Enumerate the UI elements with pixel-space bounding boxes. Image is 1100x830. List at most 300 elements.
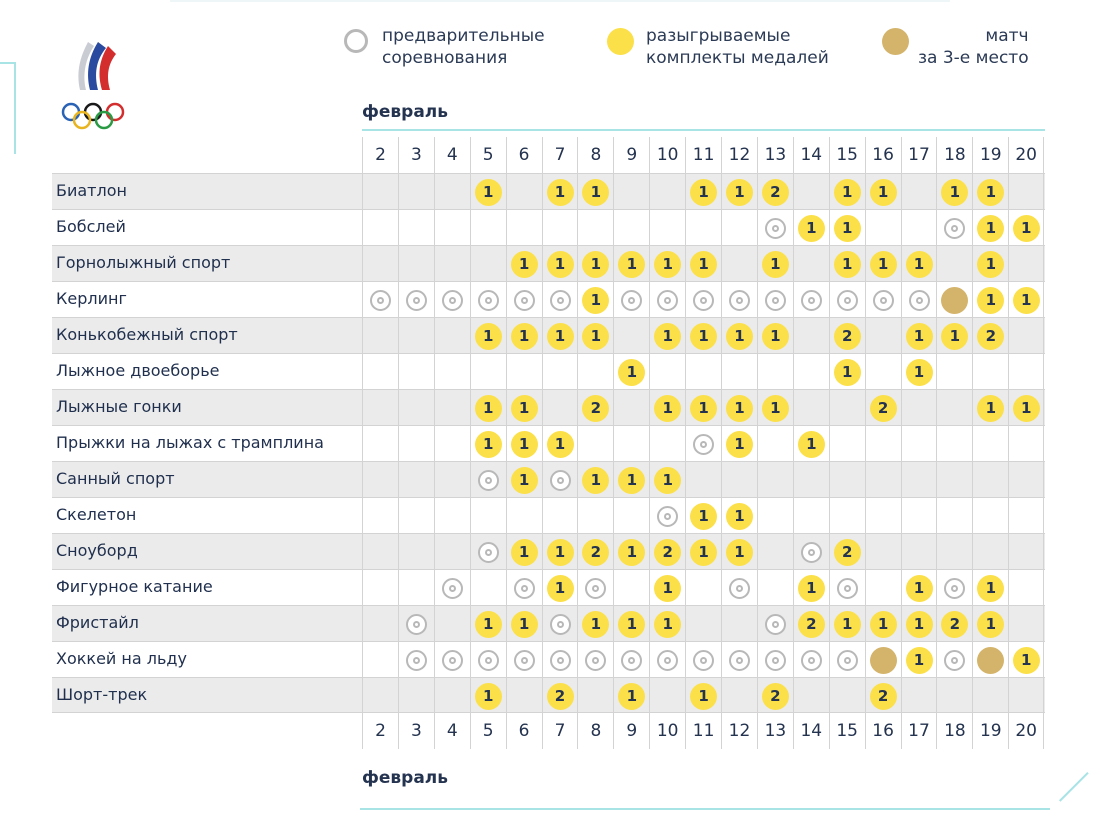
day-number: 11 <box>692 145 715 165</box>
medal-count-badge: 1 <box>511 323 538 350</box>
medal-count-badge: 1 <box>906 647 933 674</box>
sport-row <box>52 533 1045 569</box>
day-number: 8 <box>590 721 602 741</box>
schedule-cell <box>901 462 937 498</box>
schedule-cell <box>542 282 578 318</box>
medal-count-badge: 1 <box>582 287 609 314</box>
schedule-cell <box>972 570 1008 606</box>
prelim-icon <box>514 650 535 671</box>
schedule-cell <box>470 642 506 678</box>
schedule-cell <box>829 246 865 282</box>
decor-corner <box>1059 772 1100 830</box>
schedule-cell <box>793 642 829 678</box>
day-number: 17 <box>908 145 930 165</box>
sport-name: Фигурное катание <box>56 577 213 596</box>
day-header-cell <box>613 713 649 749</box>
day-number: 11 <box>692 721 715 741</box>
sport-name: Сноуборд <box>56 541 138 560</box>
schedule-cell <box>577 642 613 678</box>
bronze-icon <box>882 28 909 55</box>
day-header-cell <box>865 137 901 173</box>
prelim-icon <box>801 542 822 563</box>
schedule-cell <box>577 498 613 534</box>
schedule-cell <box>757 498 793 534</box>
medal-count-badge: 1 <box>547 179 574 206</box>
medal-count-badge: 1 <box>690 251 717 278</box>
schedule-cell <box>470 606 506 642</box>
schedule-cell <box>434 642 470 678</box>
day-header-cell <box>470 137 506 173</box>
schedule-cell <box>542 210 578 246</box>
schedule-cell <box>613 426 649 462</box>
schedule-cell <box>470 390 506 426</box>
schedule-cell <box>685 642 721 678</box>
schedule-cell <box>577 390 613 426</box>
schedule-cell <box>829 390 865 426</box>
schedule-cell <box>685 174 721 210</box>
schedule-cell <box>685 318 721 354</box>
sport-name: Конькобежный спорт <box>56 325 238 344</box>
schedule-cell <box>793 606 829 642</box>
day-header-cell <box>829 713 865 749</box>
day-number: 16 <box>872 145 894 165</box>
schedule-cell <box>470 282 506 318</box>
schedule-cell <box>972 462 1008 498</box>
day-header-cell <box>470 713 506 749</box>
prelim-icon <box>729 290 750 311</box>
schedule-cell <box>685 678 721 714</box>
schedule-cell <box>721 678 757 714</box>
divider-top <box>362 129 1045 131</box>
day-header-cell <box>434 713 470 749</box>
schedule-cell <box>865 498 901 534</box>
schedule-cell <box>865 462 901 498</box>
schedule-cell <box>936 426 972 462</box>
prelim-icon <box>729 578 750 599</box>
schedule-cell <box>470 246 506 282</box>
day-number: 17 <box>908 721 930 741</box>
day-header-cell <box>757 713 793 749</box>
schedule-cell <box>398 462 434 498</box>
day-number: 4 <box>446 145 458 165</box>
schedule-cell <box>757 462 793 498</box>
schedule-cell <box>362 498 398 534</box>
schedule-cell <box>972 282 1008 318</box>
prelim-icon <box>621 650 642 671</box>
schedule-cell <box>685 210 721 246</box>
medal-count-badge: 1 <box>547 539 574 566</box>
schedule-cell <box>721 498 757 534</box>
medal-count-badge: 1 <box>906 359 933 386</box>
day-number: 12 <box>728 721 751 741</box>
schedule-cell <box>362 282 398 318</box>
schedule-cell <box>936 174 972 210</box>
medal-count-badge: 1 <box>762 323 789 350</box>
schedule-cell <box>1008 570 1044 606</box>
schedule-cell <box>721 210 757 246</box>
schedule-cell <box>506 462 542 498</box>
schedule-cell <box>398 246 434 282</box>
day-number: 10 <box>656 721 679 741</box>
prelim-icon <box>550 290 571 311</box>
day-header-cell <box>577 713 613 749</box>
schedule-cell <box>649 426 685 462</box>
schedule-cell <box>649 534 685 570</box>
medal-count-badge: 1 <box>475 683 502 710</box>
prelim-icon <box>406 614 427 635</box>
schedule-cell <box>757 642 793 678</box>
sport-row <box>52 317 1045 353</box>
schedule-cell <box>649 390 685 426</box>
schedule-cell <box>613 210 649 246</box>
medal-count-badge: 1 <box>475 323 502 350</box>
medal-count-badge: 1 <box>654 575 681 602</box>
sport-name: Биатлон <box>56 181 127 200</box>
schedule-cell <box>685 606 721 642</box>
prelim-icon <box>837 578 858 599</box>
schedule-cell <box>649 318 685 354</box>
decor-bottom-line <box>360 808 1050 810</box>
schedule-cell <box>577 282 613 318</box>
schedule-cell <box>757 210 793 246</box>
schedule-cell <box>506 426 542 462</box>
sport-name: Скелетон <box>56 505 137 524</box>
sport-name: Санный спорт <box>56 469 175 488</box>
schedule-cell <box>398 354 434 390</box>
day-header-cell <box>936 137 972 173</box>
schedule-cell <box>865 606 901 642</box>
schedule-cell <box>542 606 578 642</box>
day-number: 15 <box>836 721 858 741</box>
medal-count-badge: 1 <box>726 179 753 206</box>
schedule-cell <box>936 354 972 390</box>
medal-count-badge: 1 <box>977 575 1004 602</box>
schedule-cell <box>757 426 793 462</box>
schedule-cell <box>757 354 793 390</box>
schedule-cell <box>398 678 434 714</box>
day-header-cell <box>398 713 434 749</box>
sport-name: Прыжки на лыжах с трамплина <box>56 433 324 452</box>
schedule-cell <box>362 390 398 426</box>
schedule-cell <box>901 642 937 678</box>
prelim-icon <box>837 290 858 311</box>
schedule-cell <box>506 354 542 390</box>
schedule-cell <box>613 174 649 210</box>
sport-row <box>52 569 1045 605</box>
schedule-cell <box>721 642 757 678</box>
medal-count-badge: 1 <box>654 467 681 494</box>
schedule-cell <box>434 210 470 246</box>
day-header-cell <box>649 137 685 173</box>
schedule-cell <box>936 498 972 534</box>
prelim-icon <box>944 650 965 671</box>
medal-count-badge: 1 <box>511 395 538 422</box>
schedule-cell <box>972 318 1008 354</box>
schedule-cell <box>865 426 901 462</box>
day-number: 2 <box>375 145 386 165</box>
schedule-cell <box>901 390 937 426</box>
schedule-cell <box>1008 606 1044 642</box>
day-header-cell <box>613 137 649 173</box>
day-number: 14 <box>800 145 823 165</box>
schedule-cell <box>1008 426 1044 462</box>
schedule-cell <box>506 606 542 642</box>
schedule-cell <box>649 210 685 246</box>
medal-count-badge: 1 <box>977 395 1004 422</box>
schedule-cell <box>829 498 865 534</box>
schedule-cell <box>542 462 578 498</box>
schedule-cell <box>757 246 793 282</box>
schedule-cell <box>901 678 937 714</box>
schedule-cell <box>470 174 506 210</box>
medal-count-badge: 1 <box>690 539 717 566</box>
sport-name: Шорт-трек <box>56 685 148 704</box>
medal-count-badge: 1 <box>906 611 933 638</box>
schedule-cell <box>577 318 613 354</box>
prelim-icon <box>514 290 535 311</box>
schedule-cell <box>972 678 1008 714</box>
schedule-cell <box>470 462 506 498</box>
day-number: 18 <box>944 721 966 741</box>
schedule-cell <box>901 174 937 210</box>
schedule-cell <box>577 462 613 498</box>
medal-count-badge: 1 <box>547 431 574 458</box>
sport-row <box>52 173 1045 209</box>
day-number: 2 <box>375 721 386 741</box>
schedule-cell <box>506 174 542 210</box>
schedule-cell <box>721 462 757 498</box>
schedule-cell <box>793 318 829 354</box>
schedule-cell <box>434 174 470 210</box>
schedule-cell <box>542 318 578 354</box>
prelim-icon <box>550 614 571 635</box>
medal-count-badge: 1 <box>690 323 717 350</box>
schedule-cell <box>829 210 865 246</box>
schedule-cell <box>434 318 470 354</box>
schedule-cell <box>470 570 506 606</box>
schedule-cell <box>901 354 937 390</box>
schedule-cell <box>613 390 649 426</box>
schedule-cell <box>972 390 1008 426</box>
medal-count-badge: 1 <box>1013 215 1040 242</box>
schedule-cell <box>362 462 398 498</box>
prelim-icon <box>585 650 606 671</box>
schedule-cell <box>613 678 649 714</box>
day-number: 13 <box>764 145 787 165</box>
medal-count-badge: 1 <box>582 251 609 278</box>
prelim-icon <box>442 578 463 599</box>
schedule-cell <box>577 606 613 642</box>
prelim-icon <box>801 290 822 311</box>
day-header-cell <box>793 137 829 173</box>
day-header-cell <box>721 137 757 173</box>
schedule-cell <box>936 642 972 678</box>
sport-row <box>52 461 1045 497</box>
schedule-cell <box>901 570 937 606</box>
schedule-cell <box>398 210 434 246</box>
schedule-cell <box>1008 642 1044 678</box>
schedule-cell <box>865 282 901 318</box>
medal-count-badge: 1 <box>906 575 933 602</box>
schedule-cell <box>506 498 542 534</box>
day-header-cell <box>434 137 470 173</box>
schedule-cell <box>613 642 649 678</box>
schedule-cell <box>1008 462 1044 498</box>
medal-count-badge: 1 <box>977 251 1004 278</box>
medal-count-badge: 1 <box>834 611 861 638</box>
medal-count-badge: 1 <box>906 323 933 350</box>
medal-count-badge: 1 <box>834 359 861 386</box>
medal-count-badge: 1 <box>798 575 825 602</box>
schedule-cell <box>649 462 685 498</box>
medal-count-badge: 1 <box>690 179 717 206</box>
schedule-cell <box>649 678 685 714</box>
schedule-cell <box>613 606 649 642</box>
medal-count-badge: 1 <box>726 323 753 350</box>
sport-name: Хоккей на льду <box>56 649 187 668</box>
prelim-icon <box>514 578 535 599</box>
schedule-cell <box>685 282 721 318</box>
schedule-cell <box>793 282 829 318</box>
schedule-cell <box>1008 174 1044 210</box>
schedule-cell <box>398 534 434 570</box>
medal-count-badge: 1 <box>906 251 933 278</box>
day-header-cell <box>865 713 901 749</box>
schedule-cell <box>577 426 613 462</box>
medal-count-badge: 1 <box>726 395 753 422</box>
schedule-cell <box>685 534 721 570</box>
schedule-cell <box>434 426 470 462</box>
schedule-cell <box>829 642 865 678</box>
medal-count-badge: 1 <box>834 251 861 278</box>
prelim-icon <box>944 578 965 599</box>
schedule-cell <box>577 246 613 282</box>
day-header-cell <box>649 713 685 749</box>
medal-count-badge: 1 <box>475 395 502 422</box>
medal-count-badge: 1 <box>1013 647 1040 674</box>
day-number: 19 <box>979 721 1002 741</box>
medal-count-badge: 1 <box>475 611 502 638</box>
medal-count-badge: 1 <box>870 611 897 638</box>
schedule-cell <box>721 282 757 318</box>
schedule-cell <box>865 246 901 282</box>
schedule-cell <box>542 246 578 282</box>
schedule-cell <box>506 642 542 678</box>
medal-count-badge: 1 <box>798 215 825 242</box>
schedule-cell <box>542 570 578 606</box>
prelim-icon <box>909 290 930 311</box>
schedule-cell <box>434 390 470 426</box>
day-header-cell <box>972 137 1008 173</box>
schedule-cell <box>649 498 685 534</box>
schedule-cell <box>901 210 937 246</box>
medal-count-badge: 1 <box>690 395 717 422</box>
schedule-cell <box>542 174 578 210</box>
day-header-cell <box>362 137 398 173</box>
medal-count-badge: 2 <box>762 683 789 710</box>
sport-name: Керлинг <box>56 289 127 308</box>
medal-count-badge: 1 <box>834 179 861 206</box>
schedule-cell <box>757 678 793 714</box>
day-number: 9 <box>626 145 638 165</box>
schedule-cell <box>398 606 434 642</box>
schedule-cell <box>434 498 470 534</box>
schedule-cell <box>506 678 542 714</box>
schedule-cell <box>434 570 470 606</box>
medal-count-badge: 1 <box>511 467 538 494</box>
prelim-icon <box>657 290 678 311</box>
day-number: 10 <box>656 145 679 165</box>
day-header-cell <box>685 713 721 749</box>
day-number: 4 <box>446 721 458 741</box>
schedule-cell <box>936 462 972 498</box>
day-number: 13 <box>764 721 787 741</box>
schedule-cell <box>901 498 937 534</box>
prelim-icon <box>406 290 427 311</box>
prelim-icon <box>478 542 499 563</box>
schedule-grid <box>52 137 1045 749</box>
day-header-cell <box>685 137 721 173</box>
schedule-cell <box>793 246 829 282</box>
sport-name: Лыжные гонки <box>56 397 182 416</box>
schedule-cell <box>542 678 578 714</box>
schedule-cell <box>577 354 613 390</box>
day-header-cell <box>398 137 434 173</box>
schedule-cell <box>829 570 865 606</box>
medal-count-badge: 1 <box>690 503 717 530</box>
schedule-cell <box>649 606 685 642</box>
schedule-cell <box>613 462 649 498</box>
schedule-cell <box>506 318 542 354</box>
medal-count-badge: 1 <box>618 683 645 710</box>
ring-yellow <box>74 112 90 128</box>
schedule-cell <box>1008 318 1044 354</box>
schedule-cell <box>398 174 434 210</box>
medal-count-badge: 1 <box>511 251 538 278</box>
schedule-cell <box>972 534 1008 570</box>
schedule-cell <box>398 426 434 462</box>
medal-count-badge: 1 <box>654 395 681 422</box>
schedule-cell <box>793 354 829 390</box>
medal-count-badge: 1 <box>726 431 753 458</box>
sport-row <box>52 641 1045 677</box>
medal-count-badge: 1 <box>618 359 645 386</box>
medal-count-badge: 1 <box>618 539 645 566</box>
schedule-cell <box>506 534 542 570</box>
medal-count-badge: 1 <box>870 179 897 206</box>
schedule-cell <box>506 210 542 246</box>
prelim-icon <box>765 650 786 671</box>
schedule-cell <box>470 210 506 246</box>
schedule-cell <box>901 534 937 570</box>
medal-count-badge: 1 <box>547 323 574 350</box>
schedule-cell <box>829 174 865 210</box>
schedule-cell <box>865 642 901 678</box>
day-number: 6 <box>518 145 530 165</box>
medal-count-badge: 1 <box>475 431 502 458</box>
medal-count-badge: 2 <box>977 323 1004 350</box>
schedule-cell <box>434 282 470 318</box>
schedule-cell <box>398 498 434 534</box>
day-header-cell <box>901 713 937 749</box>
medal-count-badge: 1 <box>618 611 645 638</box>
schedule-cell <box>721 534 757 570</box>
schedule-cell <box>685 462 721 498</box>
schedule-cell <box>577 678 613 714</box>
schedule-cell <box>649 246 685 282</box>
day-header-cell <box>1008 137 1044 173</box>
day-header-cell <box>362 713 398 749</box>
